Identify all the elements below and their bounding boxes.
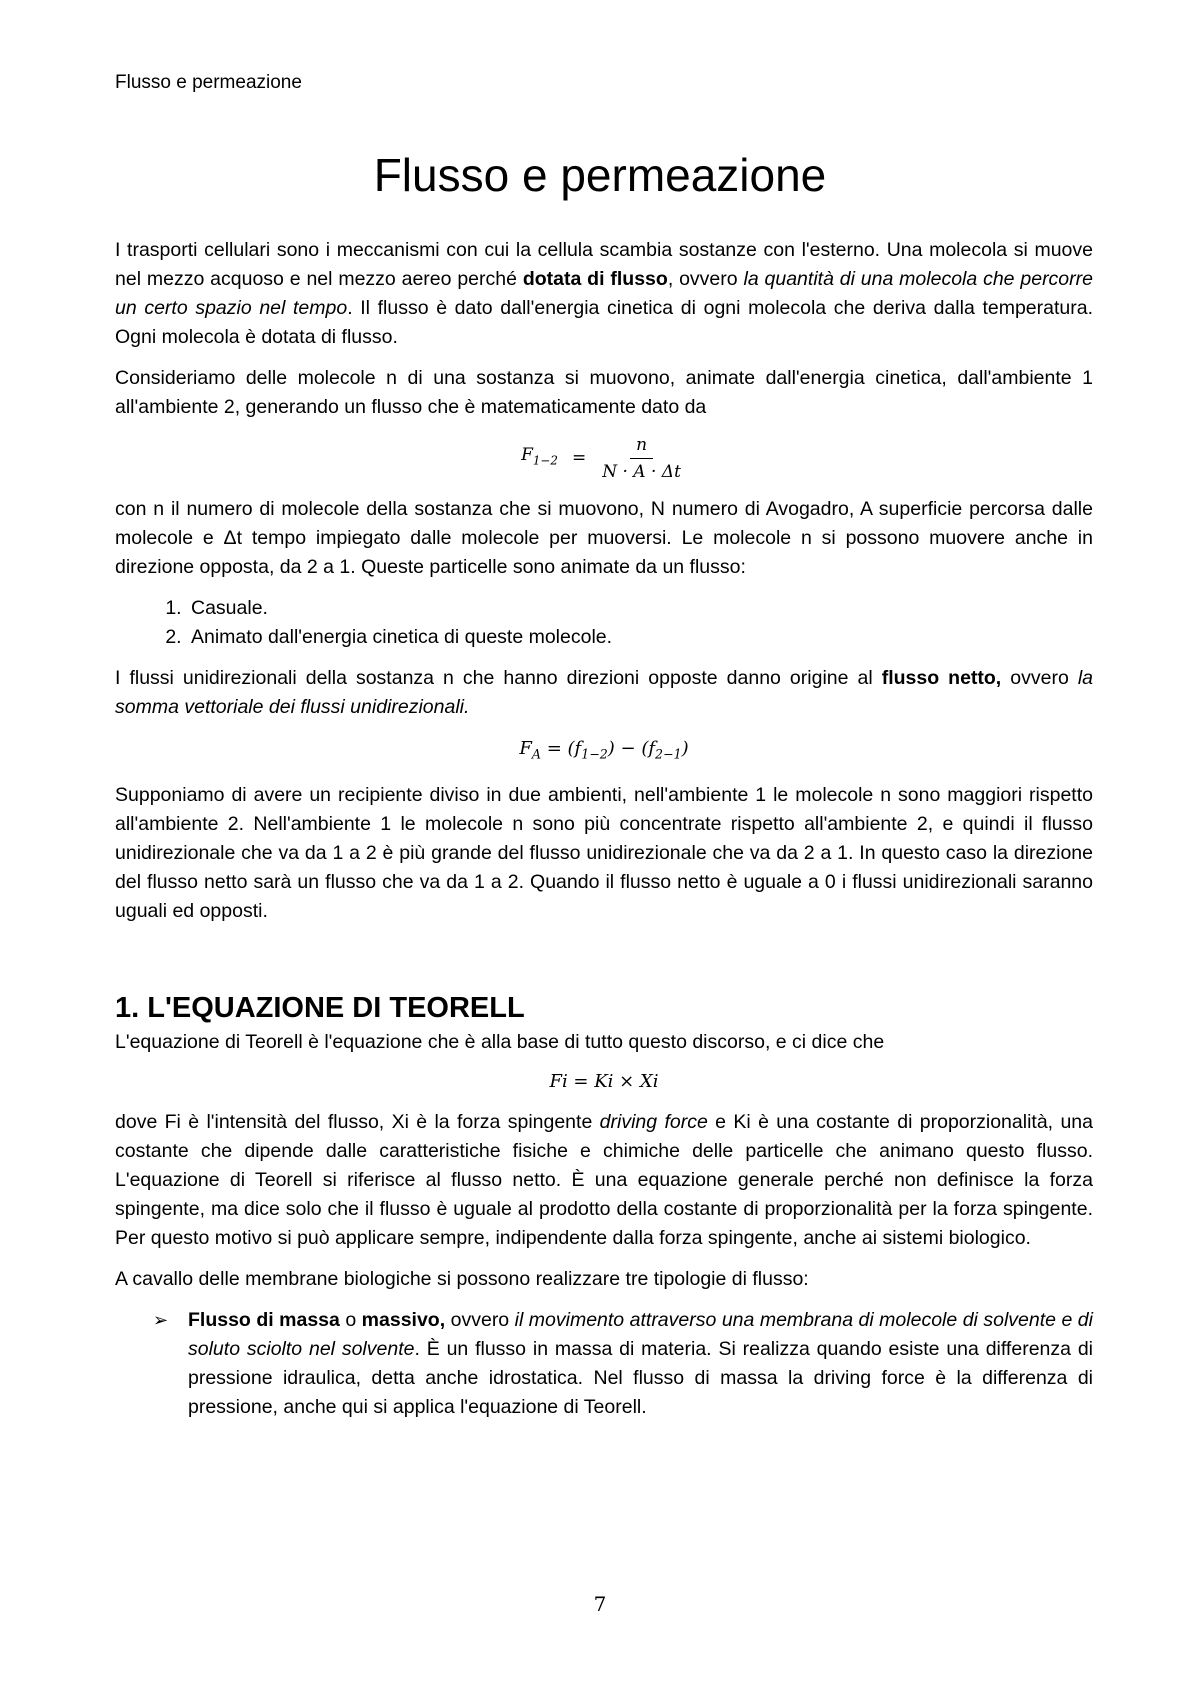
italic-definition: il movimento attraverso una membrana di molecole di solvente e di soluto sciolto nel solvente xyxy=(188,1308,1093,1360)
text-run: . Il flusso è dato dall'energia cinetica di ogni molecola che deriva dalla temperatura. Ogni molecola è dotata di flusso. xyxy=(115,297,1093,348)
formula-subscript: 1−2 xyxy=(581,746,608,762)
section-paragraph-2: A cavallo delle membrane biologiche si possono realizzare tre tipologie di flusso: xyxy=(115,1267,809,1290)
formula-lhs xyxy=(521,441,558,475)
text-run: ovvero xyxy=(1001,667,1078,689)
formula-lhs-symbol: F xyxy=(521,445,533,466)
paragraph-3: con n il numero di molecole della sostanza che si muovono, N numero di Avogadro, A superficie percorsa dalle molecole e Δt tempo impiegato dalle molecole per muoversi. Le molecole n si possono muovere anche in direzione opposta, da 2 a 1. Queste particelle sono animate da un flusso: xyxy=(115,498,1093,578)
section-heading: 1. L'EQUAZIONE DI TEORELL xyxy=(115,991,525,1024)
italic-definition: la somma vettoriale dei flussi unidirezionali. xyxy=(115,667,1093,718)
text-run: I flussi unidirezionali della sostanza n che hanno direzioni opposte danno origine al xyxy=(115,667,882,689)
formula-numerator: n xyxy=(630,434,653,459)
teorell-formula: Fi = Ki × Xi xyxy=(549,1070,659,1092)
formula-part: ) xyxy=(681,738,689,759)
bold-term: Flusso di massa xyxy=(188,1308,340,1331)
text-run: o xyxy=(339,1308,362,1331)
text-run: . È un flusso in massa di materia. Si realizza quando esiste una differenza di pressione idraulica, detta anche idrostatica. Nel flusso di massa la driving force è la differenza di pressione, anche qui si applica l'equazione di Teorell. xyxy=(188,1337,1093,1418)
formula-fraction xyxy=(596,434,687,483)
document-body xyxy=(115,236,1093,1422)
formula-lhs-subscript: 1−2 xyxy=(532,453,558,468)
numbered-list xyxy=(115,594,1093,652)
formula-part: F xyxy=(519,738,532,759)
paragraph-4 xyxy=(115,664,1093,722)
list-item: 1. Casuale. xyxy=(187,594,1093,623)
bold-term-flusso-netto: flusso netto, xyxy=(881,667,1002,689)
page-number: 7 xyxy=(593,1592,607,1616)
paragraph-2: Consideriamo delle molecole n di una sostanza si muovono, animate dall'energia cinetica, dall'ambiente 1 all'ambiente 2, generando un flusso che è matematicamente dato da xyxy=(115,367,1093,418)
arrow-bullet-icon: ➢ xyxy=(153,1309,169,1330)
formula-denominator: N · A · Δt xyxy=(602,462,681,482)
formula-equals: = xyxy=(571,448,587,468)
flux-formula xyxy=(115,434,1093,483)
italic-definition: la quantità di una molecola che percorre un certo spazio nel tempo xyxy=(115,268,1093,319)
text-run: dove Fi è l'intensità del flusso, Xi è la forza spingente xyxy=(115,1110,600,1133)
paragraph-5: Supponiamo di avere un recipiente diviso in due ambienti, nell'ambiente 1 le molecole n sono maggiori rispetto all'ambiente 2. Nell'ambiente 1 le molecole n sono più concentrate rispetto all'ambiente 2, e quindi il flusso unidirezionale che va da 1 a 2 è più grande del flusso unidirezionale che va da 2 a 1. In questo caso la direzione del flusso netto sarà un flusso che va da 1 a 2. Quando il flusso netto è uguale a 0 i flussi unidirezionali saranno uguali ed opposti. xyxy=(115,783,1093,922)
bold-run: dotata di xyxy=(522,268,611,290)
formula-part: ) − (f xyxy=(607,738,656,759)
bullet-list xyxy=(115,1306,1093,1422)
list-item: 2. Animato dall'energia cinetica di queste molecole. xyxy=(187,623,1093,652)
page-title: Flusso e permeazione xyxy=(373,149,827,201)
running-header: Flusso e permeazione xyxy=(115,72,302,93)
section-intro: L'equazione di Teorell è l'equazione che è alla base di tutto questo discorso, e ci dice che xyxy=(115,1030,885,1053)
text-run: e Ki è una costante di proporzionalità, una costante che dipende dalle caratteristiche fisiche e chimiche delle particelle che animano questo flusso. L'equazione di Teorell si riferisce al flusso netto. È una equazione generale perché non definisce la forza spingente, ma dice solo che il flusso è uguale al prodotto della costante di proporzionalità per la forza spingente. Per questo motivo si può applicare sempre, indipendente dalla forza spingente, anche ai sistemi biologico. xyxy=(115,1110,1093,1249)
bold-term-flusso: flusso xyxy=(610,268,668,290)
text-run: ovvero xyxy=(445,1308,515,1331)
bold-term: massivo, xyxy=(361,1308,446,1331)
formula-subscript: 2−1 xyxy=(655,746,682,762)
intro-paragraph xyxy=(115,236,1093,352)
text-run: , ovvero xyxy=(667,268,744,290)
net-flux-formula xyxy=(115,734,1093,769)
section-paragraph-1 xyxy=(115,1108,1093,1253)
italic-term-driving-force: driving force xyxy=(599,1110,708,1133)
formula-part: = (f xyxy=(540,738,582,759)
formula-subscript: A xyxy=(531,746,541,762)
text-run: I trasporti cellulari sono i meccanismi con cui la cellula scambia sostanze con l'esterno. Una molecola si muove nel mezzo acquoso e nel mezzo aereo perché xyxy=(115,239,1093,290)
list-item xyxy=(115,1306,1093,1422)
